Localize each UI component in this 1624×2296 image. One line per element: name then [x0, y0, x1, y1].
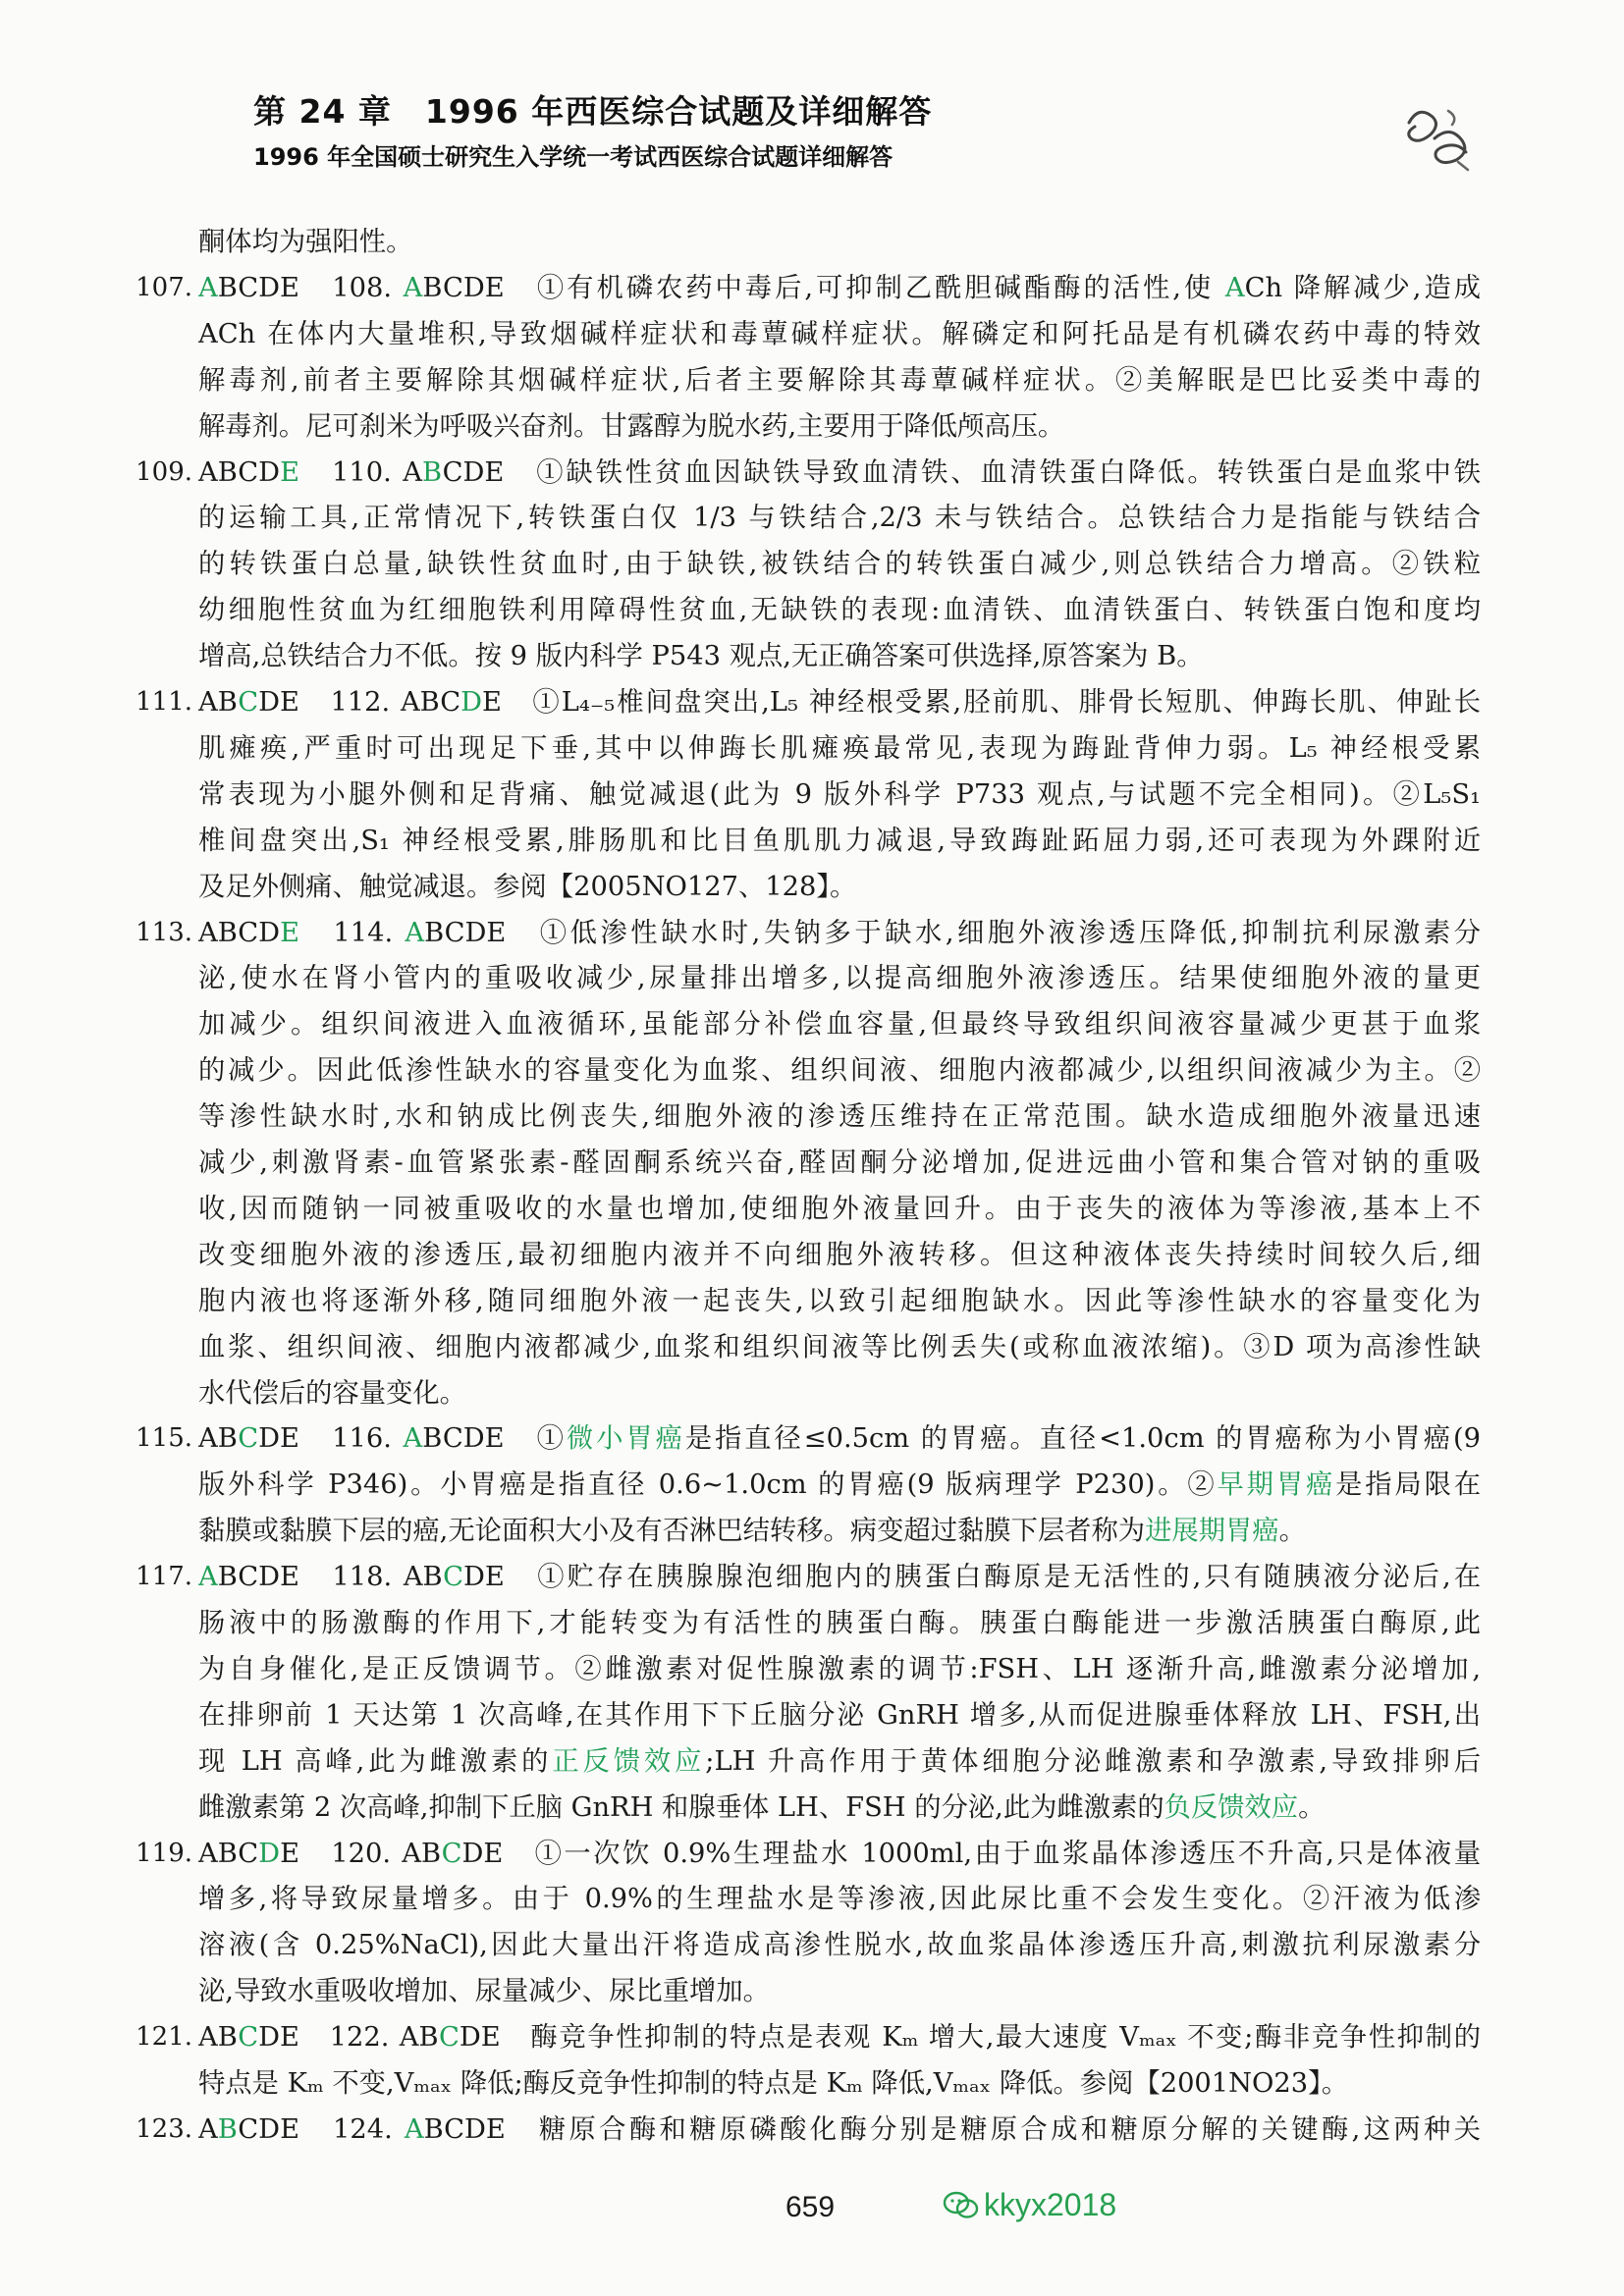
highlighted-term: E	[280, 456, 299, 488]
text-line: 水代偿后的容量变化。	[198, 1377, 466, 1409]
highlighted-term: 早期胃癌	[1217, 1469, 1336, 1501]
text-line: 及足外侧痛、触觉减退。参阅【2005NO127、128】。	[198, 871, 857, 902]
text-line: 肠液中的肠激酶的作用下,才能转变为有活性的胰蛋白酶。胰蛋白酶能进一步激活胰蛋白酶原,此	[198, 1608, 1481, 1638]
highlighted-term: B	[217, 2113, 239, 2145]
highlighted-term: C	[238, 687, 259, 718]
handwritten-mark	[1389, 93, 1488, 182]
question-number: 111.	[135, 687, 192, 717]
highlighted-term: D	[460, 687, 483, 718]
text-line: 常表现为小腿外侧和足背痛、触觉减退(此为 9 版外科学 P733 观点,与试题不完全相同)。②L₅S₁	[198, 778, 1481, 810]
highlighted-term: A	[403, 1423, 423, 1455]
highlighted-term: A	[1224, 272, 1245, 303]
highlighted-term: A	[404, 2113, 424, 2145]
text-line: 泌,导致水重吸收增加、尿量减少、尿比重增加。	[198, 1976, 770, 2007]
highlighted-term: C	[238, 1423, 259, 1455]
page-subtitle: 1996 年全国硕士研究生入学统一考试西医综合试题详细解答	[253, 143, 893, 171]
text-line: ABCDE 114. ABCDE ①低渗性缺水时,失钠多于缺水,细胞外液渗透压降低,抑制抗利尿激素分	[198, 917, 1481, 948]
text-line: 增多,将导致尿量增多。由于 0.9%的生理盐水是等渗液,因此尿比重不会发生变化。②汗液为低渗	[198, 1884, 1481, 1915]
text-line: 幼细胞性贫血为红细胞铁利用障碍性贫血,无缺铁的表现:血清铁、血清铁蛋白、转铁蛋白饱和度均	[198, 595, 1481, 626]
text-line: 版外科学 P346)。小胃癌是指直径 0.6~1.0cm 的胃癌(9 版病理学 P230)。②早期胃癌是指局限在	[198, 1469, 1481, 1501]
text-line: 肌瘫痪,严重时可出现足下垂,其中以伸踇长肌瘫痪最常见,表现为踇趾背伸力弱。L₅ 神经根受累	[198, 732, 1481, 764]
text-line: 特点是 Kₘ 不变,Vₘₐₓ 降低;酶反竞争性抑制的特点是 Kₘ 降低,Vₘₐₓ 降低。参阅【2001NO23】。	[198, 2068, 1349, 2099]
question-number: 107.	[135, 272, 192, 302]
question-number: 121.	[135, 2022, 192, 2053]
text-line: ABCDE 108. ABCDE ①有机磷农药中毒后,可抑制乙酰胆碱酯酶的活性,使 ACh 降解减少,造成	[198, 272, 1481, 303]
question-number: 109.	[135, 456, 192, 487]
highlighted-term: A	[403, 272, 423, 303]
question-number: 113.	[135, 917, 192, 947]
text-line: 在排卵前 1 天达第 1 次高峰,在其作用下下丘脑分泌 GnRH 增多,从而促进腺垂体释放 LH、FSH,出	[198, 1699, 1481, 1731]
highlighted-term: 负反馈效应	[1164, 1791, 1299, 1823]
text-line: 泌,使水在肾小管内的重吸收减少,尿量排出增多,以提高细胞外液渗透压。结果使细胞外液的量更	[198, 963, 1481, 994]
watermark-text: kkyx2018	[984, 2187, 1117, 2222]
highlighted-term: C	[441, 1838, 462, 1869]
text-line: 等渗性缺水时,水和钠成比例丧失,细胞外液的渗透压维持在正常范围。缺水造成细胞外液量迅速	[198, 1101, 1481, 1133]
text-line: 黏膜或黏膜下层的癌,无论面积大小及有否淋巴结转移。病变超过黏膜下层者称为进展期胃癌。	[198, 1516, 1306, 1547]
text-line: 胞内液也将逐渐外移,随同细胞外液一起丧失,以致引起细胞缺水。因此等渗性缺水的容量变化为	[198, 1285, 1481, 1316]
text-line: 的转铁蛋白总量,缺铁性贫血时,由于缺铁,被铁结合的转铁蛋白减少,则总铁结合力增高。②铁粒	[198, 549, 1481, 580]
highlighted-term: E	[280, 917, 299, 948]
text-line: 酮体均为强阳性。	[198, 227, 413, 257]
highlighted-term: 微小胃癌	[566, 1423, 685, 1455]
question-number: 123.	[135, 2113, 192, 2144]
text-line: 溶液(含 0.25%NaCl),因此大量出汗将造成高渗性脱水,故血浆晶体渗透压升高,刺激抗利尿激素分	[198, 1930, 1481, 1961]
question-number: 117.	[135, 1562, 192, 1592]
text-line: 解毒剂。尼可刹米为呼吸兴奋剂。甘露醇为脱水药,主要用于降低颅高压。	[198, 410, 1065, 442]
text-line: 椎间盘突出,S₁ 神经根受累,腓肠肌和比目鱼肌肌力减退,导致踇趾跖屈力弱,还可表现为外踝附近	[198, 825, 1481, 856]
text-line: 加减少。组织间液进入血液循环,虽能部分补偿血容量,但最终导致组织间液容量减少更甚于血浆	[198, 1009, 1481, 1041]
text-line: 减少,刺激肾素-血管紧张素-醛固酮系统兴奋,醛固酮分泌增加,促进远曲小管和集合管对钠的重吸	[198, 1148, 1481, 1178]
text-line: ABCDE 118. ABCDE ①贮存在胰腺腺泡细胞内的胰蛋白酶原是无活性的,只有随胰液分泌后,在	[198, 1562, 1481, 1593]
text-line: 收,因而随钠一同被重吸收的水量也增加,使细胞外液量回升。由于丧失的液体为等渗液,基本上不	[198, 1193, 1481, 1224]
wechat-icon	[943, 2190, 980, 2221]
text-line: ABCDE 112. ABCDE ①L₄₋₅椎间盘突出,L₅ 神经根受累,胫前肌、腓骨长短肌、伸踇长肌、伸趾长	[198, 687, 1481, 718]
text-line: 雌激素第 2 次高峰,抑制下丘脑 GnRH 和腺垂体 LH、FSH 的分泌,此为雌激素的负反馈效应。	[198, 1791, 1326, 1823]
text-line: ACh 在体内大量堆积,导致烟碱样症状和毒蕈碱样症状。解磷定和阿托品是有机磷农药中毒的特效	[198, 318, 1481, 349]
text-line: 增高,总铁结合力不低。按 9 版内科学 P543 观点,无正确答案可供选择,原答案为 B。	[198, 641, 1204, 672]
highlighted-term: C	[238, 2022, 259, 2054]
text-line: ABCDE 120. ABCDE ①一次饮 0.9%生理盐水 1000ml,由于血浆晶体渗透压不升高,只是体液量	[198, 1838, 1481, 1869]
text-line: 为自身催化,是正反馈调节。②雌激素对促性腺激素的调节:FSH、LH 逐渐升高,雌激素分泌增加,	[198, 1653, 1481, 1684]
text-line: 的运输工具,正常情况下,转铁蛋白仅 1/3 与铁结合,2/3 未与铁结合。总铁结合力是指能与铁结合	[198, 503, 1481, 534]
text-line: 解毒剂,前者主要解除其烟碱样症状,后者主要解除其毒蕈碱样症状。②美解眠是巴比妥类中毒的	[198, 364, 1481, 396]
question-number: 119.	[135, 1838, 192, 1868]
highlighted-term: 正反馈效应	[552, 1745, 706, 1777]
highlighted-term: C	[443, 1562, 464, 1593]
highlighted-term: 进展期胃癌	[1145, 1516, 1279, 1547]
highlighted-term: A	[198, 272, 218, 303]
watermark	[943, 2187, 1116, 2223]
highlighted-term: C	[439, 2022, 460, 2054]
highlighted-term: A	[198, 1562, 218, 1593]
text-line: ABCDE 124. ABCDE 糖原合酶和糖原磷酸化酶分别是糖原合成和糖原分解的关键酶,这两种关	[198, 2113, 1481, 2145]
text-line: 现 LH 高峰,此为雌激素的正反馈效应;LH 升高作用于黄体细胞分泌雌激素和孕激素,导致排卵后	[198, 1745, 1481, 1777]
highlighted-term: B	[422, 456, 443, 488]
text-line: 血浆、组织间液、细胞内液都减少,血浆和组织间液等比例丢失(或称血液浓缩)。③D 项为高渗性缺	[198, 1331, 1481, 1362]
highlighted-term: D	[258, 1838, 281, 1869]
highlighted-term: A	[405, 917, 425, 948]
text-line: ABCDE 122. ABCDE 酶竞争性抑制的特点是表观 Kₘ 增大,最大速度 Vₘₐₓ 不变;酶非竞争性抑制的	[198, 2022, 1481, 2054]
text-line: 改变细胞外液的渗透压,最初细胞内液并不向细胞外液转移。但这种液体丧失持续时间较久后,细	[198, 1239, 1481, 1270]
text-line: ABCDE 116. ABCDE ①微小胃癌是指直径≤0.5cm 的胃癌。直径<1.0cm 的胃癌称为小胃癌(9	[198, 1423, 1481, 1455]
chapter-title: 第 24 章 1996 年西医综合试题及详细解答	[253, 92, 933, 131]
text-line: 的减少。因此低渗性缺水的容量变化为血浆、组织间液、细胞内液都减少,以组织间液减少为主。②	[198, 1055, 1481, 1087]
text-line: ABCDE 110. ABCDE ①缺铁性贫血因缺铁导致血清铁、血清铁蛋白降低。转铁蛋白是血浆中铁	[198, 456, 1481, 488]
page-number: 659	[785, 2191, 836, 2223]
question-number: 115.	[135, 1423, 192, 1454]
